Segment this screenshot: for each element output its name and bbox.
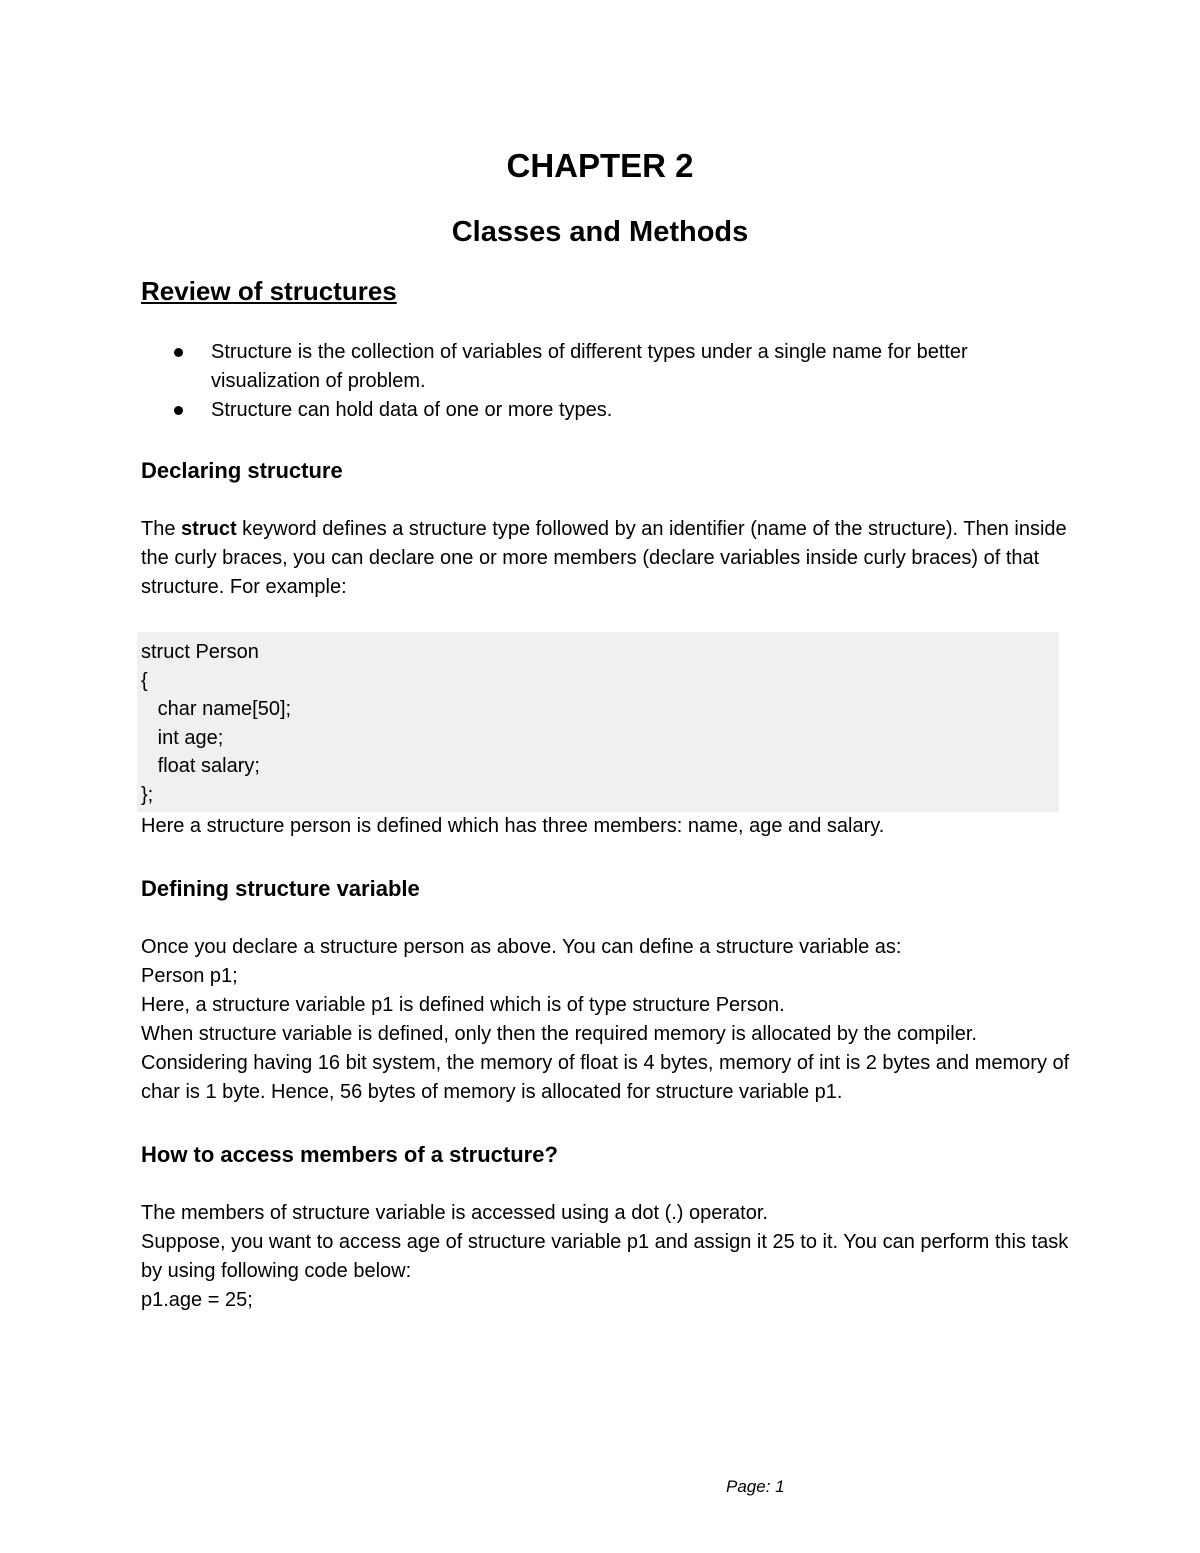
main-content	[141, 272, 1071, 1347]
code-block	[137, 632, 1059, 812]
bullet-icon	[174, 406, 183, 415]
access-text	[141, 1199, 1071, 1315]
code-line: };	[141, 783, 154, 806]
code-line: struct Person	[141, 641, 259, 663]
chapter-title: CHAPTER 2	[506, 147, 694, 184]
declaring-heading: Declaring structure	[141, 458, 343, 483]
declaring-intro	[141, 515, 1071, 602]
code-line: {	[141, 669, 148, 692]
bullet-text: Structure is the collection of variables of different types under a single name for better visualization of problem.	[211, 341, 968, 392]
defining-text	[141, 933, 1071, 1107]
struct-keyword: struct	[181, 518, 237, 540]
review-bullet-list	[141, 338, 1071, 425]
page-number: Page: 1	[726, 1477, 785, 1496]
access-heading: How to access members of a structure?	[141, 1141, 558, 1167]
code-explanation: Here a structure person is defined which has three members: name, age and salary.	[141, 814, 885, 837]
list-item	[211, 338, 1071, 396]
text-line: Considering having 16 bit system, the memory of float is 4 bytes, memory of int is 2 bytes and memory of char is 1 byte. Hence, 56 bytes of memory is allocated for structure variable p1.	[141, 1051, 1070, 1103]
code-line: char name[50];	[141, 698, 292, 721]
text-line: Once you declare a structure person as above. You can define a structure variable as:	[141, 935, 902, 958]
text-line: p1.age = 25;	[141, 1288, 253, 1311]
code-line: int age;	[141, 726, 224, 749]
intro-text-after: keyword defines a structure type followed by an identifier (name of the structure). Then inside the curly braces, you can declare one or more members (declare variables inside curly braces) of that structure. For example:	[141, 518, 1067, 598]
text-line: Person p1;	[141, 964, 238, 987]
chapter-subtitle: Classes and Methods	[451, 216, 749, 248]
list-item	[211, 396, 1071, 425]
defining-heading: Defining structure variable	[141, 875, 420, 901]
bullet-icon	[174, 348, 183, 357]
bullet-text: Structure can hold data of one or more types.	[211, 399, 613, 421]
text-line: The members of structure variable is accessed using a dot (.) operator.	[141, 1201, 768, 1224]
review-heading: Review of structures	[141, 276, 397, 306]
text-line: Here, a structure variable p1 is defined which is of type structure Person.	[141, 993, 785, 1016]
text-line: When structure variable is defined, only then the required memory is allocated by the compiler.	[141, 1022, 977, 1045]
code-line: float salary;	[141, 755, 260, 778]
intro-text-before: The	[141, 518, 182, 540]
text-line: Suppose, you want to access age of structure variable p1 and assign it 25 to it. You can perform this task by using following code below:	[141, 1230, 1069, 1282]
